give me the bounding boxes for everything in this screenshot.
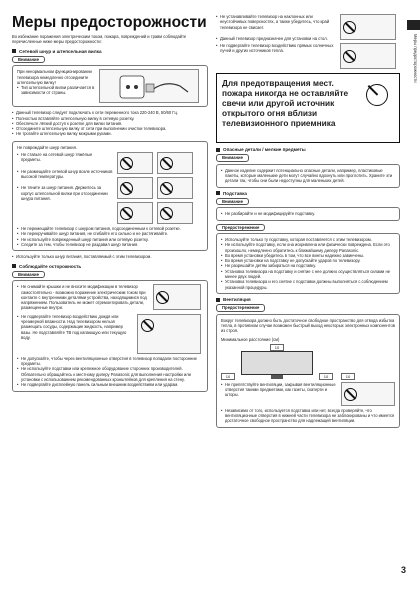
plug-box-bullet: • Тип штепсельной вилки различается в зависимости от страны. xyxy=(17,85,95,96)
list-item: • Не трогайте штепсельную вилку мокрыми руками. xyxy=(12,131,208,136)
list-item: • Данное изделие содержит потенциально опасные детали, например, пластиковые пакеты, которые маленькие дети могут случайно вдохнуть или проглотить. Храните эти детали так, чтобы они были недоступны для маленьких детей. xyxy=(221,168,395,184)
cord-heat-illustration xyxy=(117,177,153,199)
section-small-heading xyxy=(216,147,400,152)
list-item: • Данный телевизор следует подключать к сети переменного тока 220-240 В, 50/60 Гц. xyxy=(12,110,208,115)
list-item: • Не перекручивайте шнур питания, не сгибайте его сильно и не растягивайте. xyxy=(17,231,203,236)
clearance-left: 10 xyxy=(221,373,235,380)
list-item: • Не допускайте, чтобы через вентиляционные отверстия в телевизор попадали посторонние предметы. xyxy=(17,356,203,367)
cord-damaged-illustration xyxy=(157,177,193,199)
fire-warning-text: Для предотвращения мест. пожара никогда не оставляйте свечи или другой источник открытого огня вблизи телевизионного приемника xyxy=(222,78,349,128)
page-number: 3 xyxy=(400,565,406,575)
cord-pull-illustration xyxy=(117,202,153,224)
list-item: • Не препятствуйте вентиляции, закрывая вентиляционные отверстия такими предметами, как газеты, скатерти и шторы. xyxy=(221,382,337,398)
prohibited-icon xyxy=(344,388,357,401)
list-item: • Не используйте поврежденный шнур питания или сетевую розетку. xyxy=(17,237,203,242)
prohibited-icon xyxy=(343,50,356,63)
prohibited-icon xyxy=(160,182,173,195)
candle-illustration xyxy=(360,78,394,138)
caution-tag: Предостережение xyxy=(216,304,265,311)
list-item: • Не ставьте на сетевой шнур тяжёлые предметы. xyxy=(17,152,113,163)
min-distance-label: Минимальное расстояние (см) xyxy=(221,336,280,342)
plug-box-text xyxy=(17,69,95,103)
tilted-surface-illustration xyxy=(340,14,396,40)
vent-text: Вокруг телевизора должно быть достаточное свободное пространство для отвода избытка тепла, в противном случае возможен быстрый выход некоторых электронных компонентов из строя. xyxy=(221,317,395,334)
prohibited-icon xyxy=(160,157,173,170)
bullet-square-icon xyxy=(12,49,16,53)
section-stand-heading xyxy=(216,191,400,196)
list-item: • Не устанавливайте телевизор на наклонных или неустойчивых поверхностях, а также убедитесь, что край телевизора не свисает. xyxy=(216,14,336,30)
bullet-square-icon xyxy=(216,148,220,152)
cord-lead: Не повреждайте шнур питания. xyxy=(17,144,77,150)
list-item: • Не разрешайте детям забираться на подставку. xyxy=(221,263,395,268)
list-item: • Установка телевизора и его снятие с подставки должны выполняться с соблюдением указанной процедуры. xyxy=(221,279,395,290)
list-item: • Не разбирайте и не модифицируйте подставку. xyxy=(221,211,395,216)
cord-text xyxy=(17,152,113,224)
warning-tag: Внимание xyxy=(216,198,249,205)
prohibited-icon xyxy=(120,157,133,170)
stand-warning-box xyxy=(216,207,400,220)
vent-box xyxy=(216,314,400,428)
clearance-right: 10 xyxy=(319,373,333,380)
tv-stand-shape xyxy=(271,375,283,379)
section-title: Опасные детали / мелкие предметы xyxy=(223,147,306,152)
prohibited-icon xyxy=(120,207,133,220)
tv-diagram xyxy=(237,344,317,380)
placement-block xyxy=(216,14,400,69)
plug-socket-icon xyxy=(100,70,200,104)
prohibited-icon xyxy=(156,291,169,304)
list-item: • Не используйте подставку, если она искривлена или физически повреждена. Если это произошло, немедленно обратитесь к ближайшему дилеру Panasonic. xyxy=(221,242,395,253)
prohibited-icon xyxy=(120,182,133,195)
bullet-square-icon xyxy=(216,191,220,195)
list-item: • Во время установки на подставку не допускайте ударов по телевизору. xyxy=(221,258,395,263)
placement-illustrations xyxy=(340,14,396,69)
caution-tag: Внимание xyxy=(12,271,45,278)
section-title: Соблюдайте осторожность xyxy=(19,263,82,269)
tv-shape xyxy=(241,351,313,375)
intro-text: Во избежание поражения электрическим током, пожара, повреждений и травм соблюдайте перечисленные ниже меры предосторожности: xyxy=(12,34,187,45)
cord-box xyxy=(12,141,208,251)
bullet-square-icon xyxy=(12,264,16,268)
plug-box-lead: При ненормальном функционировании телевизора немедленно отсоедините штепсельную вилку! xyxy=(17,69,92,85)
list-item: • Не размещайте сетевой шнур возле источников высокой температуры. xyxy=(17,169,113,180)
plug-illustration xyxy=(99,69,199,103)
list-item: • Независимо от того, используется подставка или нет, всегда проверяйте, что вентиляционные отверстия в нижней части телевизора не заблокированы и что имеется достаточное свободное пространство для надлежащей вентиляции. xyxy=(221,408,395,424)
list-item: • Отсоедините штепсельную вилку от сети при выполнении очистки телевизора. xyxy=(12,126,208,131)
section-title: Сетевой шнур и штепсельная вилка xyxy=(19,48,102,54)
prohibited-icon xyxy=(343,21,356,34)
plug-list xyxy=(12,110,208,136)
plug-warning-box xyxy=(12,65,208,107)
side-tab-label: Меры предосторожности xyxy=(413,34,418,83)
prohibited-icon xyxy=(141,319,154,332)
caution-tag: Внимание xyxy=(216,154,249,161)
right-column xyxy=(216,14,400,431)
list-item: • Следите за тем, чтобы телевизор не раздавил шнур питания. xyxy=(17,242,203,247)
cord-twist-illustration xyxy=(157,152,193,174)
cord-weight-illustration xyxy=(117,152,153,174)
blocked-vent-illustration xyxy=(341,382,395,406)
list-item: • Не подвергайте телевизор воздействию прямых солнечных лучей и других источников тепла. xyxy=(216,43,336,54)
list-item: • Во время установки убедитесь в том, что все винты надежно завинчены. xyxy=(221,253,395,258)
prohibited-icon xyxy=(160,207,173,220)
cord-illustrations xyxy=(117,152,193,224)
water-illustration xyxy=(137,314,201,354)
list-item: • Не подвергайте дисплейную панель сильным внешним воздействиям или ударам. xyxy=(17,382,203,387)
list-item: • Используйте только ту подставку, которая поставляется с этим телевизором. xyxy=(221,237,395,242)
page-title: Меры предосторожности xyxy=(12,14,207,31)
cord-crush-illustration xyxy=(157,202,193,224)
list-item: • Не подвергайте телевизор воздействию дождя или чрезмерной влажности. Над телевизором нельзя размещать сосуды, содержащие жидкость, например вазы. Не подставляйте ТВ под капающую или текущую воду. xyxy=(17,314,133,340)
sunlight-illustration xyxy=(340,43,396,69)
section-title: Вентиляция xyxy=(223,296,251,302)
list-item: • Данный телевизор предназначен для установки на стол. xyxy=(216,36,336,41)
stand-caution-box xyxy=(216,233,400,294)
clearance-top: 10 xyxy=(270,344,284,351)
no-fire-icon xyxy=(366,84,388,106)
section-care-heading xyxy=(12,264,208,269)
section-vent-heading xyxy=(216,297,400,302)
left-column xyxy=(12,14,208,395)
list-item: • Установка телевизора на подставку и снятие с нее должно осуществляться силами не менее двух людей. xyxy=(221,269,395,280)
caution-tag: Предостережение xyxy=(216,224,265,231)
section-title: Подставка xyxy=(223,190,247,196)
list-item: • Полностью вставляйте штепсельную вилку в сетевую розетку. xyxy=(12,116,208,121)
list-item: • Не используйте подставки или крепежное оборудование сторонних производителей. Обязательно обращайтесь к местному дилеру Panasonic для выполнения настройки или установки с использованием рекомендованных кронштейнов для крепления на стену. xyxy=(17,366,203,382)
side-tab xyxy=(407,20,420,170)
fire-warning-box xyxy=(216,73,400,143)
list-item: • Не снимайте крышки и не вносите модификации в телевизор самостоятельно - возможно поражение электрическим током при контакте с внутренними деталями устройства, находящимися под напряжением. Пользователь не может отремонтировать детали, размещенные внутри. xyxy=(17,284,149,310)
care-box xyxy=(12,280,208,391)
bullet-square-icon xyxy=(216,298,220,302)
list-item: • Не перемещайте телевизор с шнуром питания, подсоединенным к сетевой розетке. xyxy=(17,226,203,231)
small-parts-box xyxy=(216,164,400,188)
cord-tail: • Используйте только шнур питания, поставляемый с этим телевизором. xyxy=(12,254,208,259)
side-tab-marker xyxy=(407,20,420,30)
disassemble-illustration xyxy=(153,284,201,310)
list-item: • Не тяните за шнур питания. Держитесь за корпус штепсельной вилки при отсоединении шнура питания. xyxy=(17,185,113,201)
clearance-diagram xyxy=(221,344,395,380)
section-plug-heading xyxy=(12,49,208,54)
clearance-back: 10 xyxy=(341,373,355,380)
caution-tag: Внимание xyxy=(12,56,45,63)
list-item: • Обеспечьте лёгкий доступ к розетке для вилки питания. xyxy=(12,121,208,126)
placement-list xyxy=(216,14,336,69)
